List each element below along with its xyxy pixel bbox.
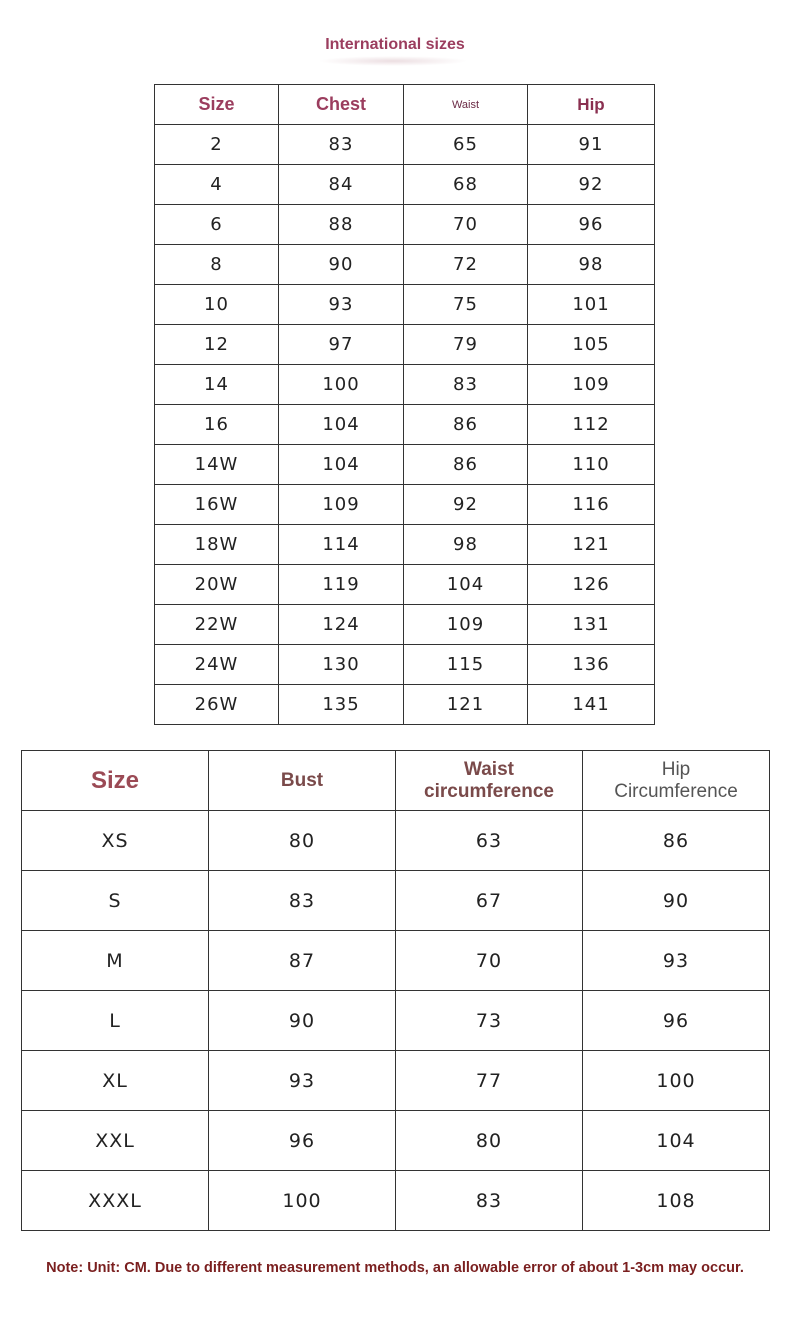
cell-value: 108 — [583, 1171, 770, 1231]
cell-value: 90 — [279, 245, 404, 285]
table-row — [155, 125, 655, 165]
cell-value: 70 — [404, 205, 528, 245]
table-row — [22, 871, 770, 931]
table-row — [155, 365, 655, 405]
table-row — [155, 165, 655, 205]
letter-size-table — [21, 750, 770, 1231]
cell-value: 68 — [404, 165, 528, 205]
table-row — [22, 1051, 770, 1111]
cell-value: 105 — [528, 325, 655, 365]
cell-value: 114 — [279, 525, 404, 565]
table-row — [155, 325, 655, 365]
cell-value: 121 — [404, 685, 528, 725]
cell-value: 109 — [404, 605, 528, 645]
cell-value: 96 — [209, 1111, 396, 1171]
cell-value: 80 — [209, 811, 396, 871]
title-underline-decoration — [318, 56, 468, 66]
header-size: Size — [155, 85, 279, 125]
cell-value: 90 — [209, 991, 396, 1051]
cell-value: 92 — [528, 165, 655, 205]
cell-size: 14W — [155, 445, 279, 485]
cell-value: 77 — [396, 1051, 583, 1111]
table-row — [155, 205, 655, 245]
international-size-table — [154, 84, 655, 725]
header-chest: Chest — [279, 85, 404, 125]
table-row — [155, 245, 655, 285]
cell-value: 79 — [404, 325, 528, 365]
table-row — [22, 1171, 770, 1231]
cell-value: 104 — [583, 1111, 770, 1171]
cell-value: 115 — [404, 645, 528, 685]
cell-value: 86 — [583, 811, 770, 871]
cell-size: 10 — [155, 285, 279, 325]
table-row — [22, 991, 770, 1051]
table-row — [155, 485, 655, 525]
header-hip: Hip — [528, 85, 655, 125]
cell-value: 84 — [279, 165, 404, 205]
cell-value: 100 — [279, 365, 404, 405]
cell-value: 73 — [396, 991, 583, 1051]
table-row — [22, 931, 770, 991]
header-waist-circumference — [396, 751, 583, 811]
cell-value: 98 — [404, 525, 528, 565]
header-waist-line1: Waist — [464, 758, 514, 780]
cell-value: 83 — [404, 365, 528, 405]
cell-size: 12 — [155, 325, 279, 365]
cell-value: 91 — [528, 125, 655, 165]
cell-value: 75 — [404, 285, 528, 325]
cell-size: XL — [22, 1051, 209, 1111]
cell-value: 87 — [209, 931, 396, 991]
cell-value: 100 — [583, 1051, 770, 1111]
cell-size: 14 — [155, 365, 279, 405]
cell-value: 124 — [279, 605, 404, 645]
cell-value: 72 — [404, 245, 528, 285]
table-header-row — [155, 85, 655, 125]
cell-size: 16 — [155, 405, 279, 445]
cell-value: 141 — [528, 685, 655, 725]
table-row — [155, 445, 655, 485]
cell-value: 93 — [279, 285, 404, 325]
cell-size: 6 — [155, 205, 279, 245]
cell-size: XS — [22, 811, 209, 871]
header-bust: Bust — [209, 751, 396, 811]
header-waist-line2: circumference — [424, 780, 554, 802]
cell-value: 88 — [279, 205, 404, 245]
cell-value: 116 — [528, 485, 655, 525]
cell-value: 96 — [528, 205, 655, 245]
cell-value: 97 — [279, 325, 404, 365]
cell-value: 83 — [279, 125, 404, 165]
table-row — [155, 285, 655, 325]
cell-value: 109 — [528, 365, 655, 405]
cell-value: 83 — [396, 1171, 583, 1231]
cell-value: 135 — [279, 685, 404, 725]
cell-size: XXL — [22, 1111, 209, 1171]
cell-value: 104 — [279, 445, 404, 485]
cell-value: 126 — [528, 565, 655, 605]
cell-value: 104 — [404, 565, 528, 605]
cell-size: 26W — [155, 685, 279, 725]
cell-value: 63 — [396, 811, 583, 871]
cell-value: 130 — [279, 645, 404, 685]
header-size: Size — [22, 751, 209, 811]
cell-value: 93 — [209, 1051, 396, 1111]
cell-value: 101 — [528, 285, 655, 325]
cell-size: 8 — [155, 245, 279, 285]
cell-size: 16W — [155, 485, 279, 525]
cell-size: 20W — [155, 565, 279, 605]
cell-value: 100 — [209, 1171, 396, 1231]
cell-value: 110 — [528, 445, 655, 485]
table-header-row — [22, 751, 770, 811]
table-row — [22, 811, 770, 871]
cell-value: 65 — [404, 125, 528, 165]
cell-size: 4 — [155, 165, 279, 205]
cell-value: 112 — [528, 405, 655, 445]
header-waist: Waist — [404, 85, 528, 125]
cell-value: 70 — [396, 931, 583, 991]
cell-value: 96 — [583, 991, 770, 1051]
cell-value: 67 — [396, 871, 583, 931]
header-hip-circumference — [583, 751, 770, 811]
header-hip-line1: Hip — [661, 758, 691, 780]
measurement-note: Note: Unit: CM. Due to different measurement methods, an allowable error of about 1-3cm may occur. — [46, 1260, 744, 1276]
cell-value: 119 — [279, 565, 404, 605]
table-row — [155, 685, 655, 725]
cell-value: 86 — [404, 445, 528, 485]
cell-size: L — [22, 991, 209, 1051]
cell-value: 86 — [404, 405, 528, 445]
cell-value: 92 — [404, 485, 528, 525]
header-hip-line2: Circumference — [614, 780, 738, 802]
table-row — [22, 1111, 770, 1171]
cell-value: 90 — [583, 871, 770, 931]
table-row — [155, 645, 655, 685]
cell-value: 93 — [583, 931, 770, 991]
cell-size: S — [22, 871, 209, 931]
cell-size: 2 — [155, 125, 279, 165]
cell-size: 18W — [155, 525, 279, 565]
cell-value: 80 — [396, 1111, 583, 1171]
cell-size: M — [22, 931, 209, 991]
cell-value: 121 — [528, 525, 655, 565]
cell-value: 136 — [528, 645, 655, 685]
table-row — [155, 605, 655, 645]
cell-value: 104 — [279, 405, 404, 445]
table-row — [155, 405, 655, 445]
table-row — [155, 525, 655, 565]
cell-value: 131 — [528, 605, 655, 645]
table-row — [155, 565, 655, 605]
cell-size: 24W — [155, 645, 279, 685]
cell-size: XXXL — [22, 1171, 209, 1231]
cell-value: 98 — [528, 245, 655, 285]
cell-value: 83 — [209, 871, 396, 931]
cell-size: 22W — [155, 605, 279, 645]
page-title: International sizes — [325, 36, 465, 53]
cell-value: 109 — [279, 485, 404, 525]
